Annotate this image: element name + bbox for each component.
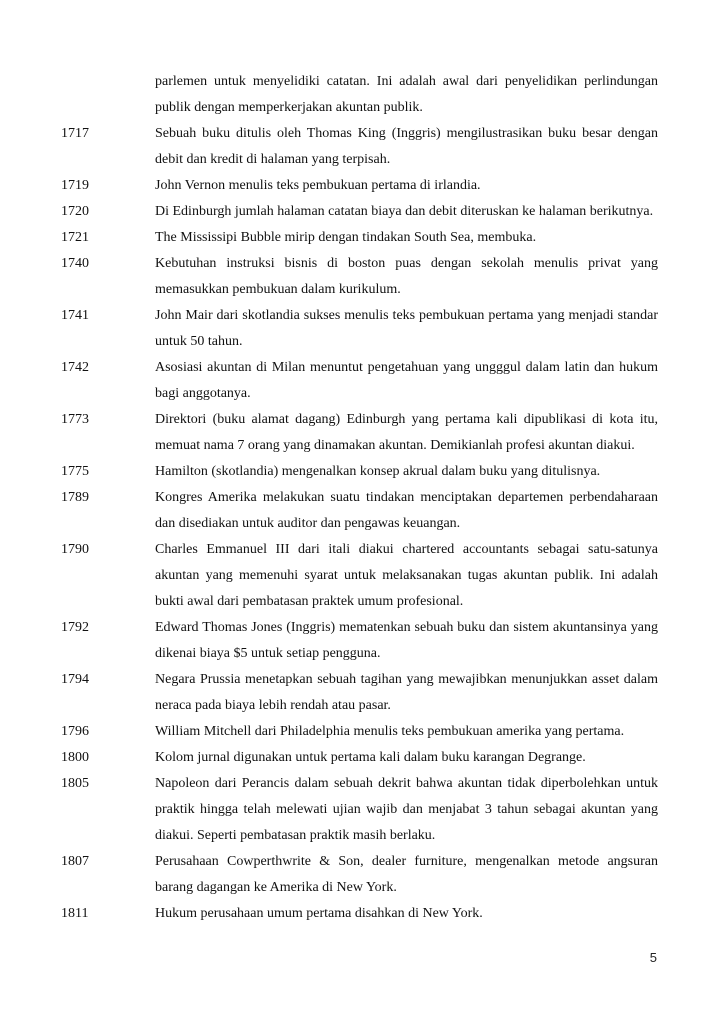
entry-year: 1805 bbox=[61, 776, 89, 791]
entry-year: 1811 bbox=[61, 906, 89, 921]
timeline-entry bbox=[61, 485, 661, 537]
entry-text: John Vernon menulis teks pembukuan pertama di irlandia. bbox=[155, 178, 481, 193]
entry-text: Asosiasi akuntan di Milan menuntut pengetahuan yang ungggul dalam latin dan hukum bagi anggotanya. bbox=[155, 360, 658, 401]
entry-year: 1792 bbox=[61, 620, 89, 635]
timeline-entry bbox=[61, 719, 661, 745]
entry-text: Perusahaan Cowperthwrite & Son, dealer furniture, mengenalkan metode angsuran barang dagangan ke Amerika di New York. bbox=[155, 854, 658, 895]
timeline-entry bbox=[61, 225, 661, 251]
timeline-entry bbox=[61, 745, 661, 771]
timeline-entry bbox=[61, 537, 661, 615]
entry-year: 1775 bbox=[61, 464, 89, 479]
entry-year: 1719 bbox=[61, 178, 89, 193]
entry-year: 1742 bbox=[61, 360, 89, 375]
entry-year: 1740 bbox=[61, 256, 89, 271]
timeline-entry bbox=[61, 199, 661, 225]
timeline-list bbox=[61, 69, 661, 927]
timeline-entry bbox=[61, 251, 661, 303]
entry-year: 1717 bbox=[61, 126, 89, 141]
entry-year: 1789 bbox=[61, 490, 89, 505]
timeline-entry bbox=[61, 121, 661, 173]
timeline-entry bbox=[61, 667, 661, 719]
entry-year: 1720 bbox=[61, 204, 89, 219]
timeline-entry bbox=[61, 355, 661, 407]
entry-text: Sebuah buku ditulis oleh Thomas King (Inggris) mengilustrasikan buku besar dengan debit dan kredit di halaman yang terpisah. bbox=[155, 126, 658, 167]
entry-text: Kongres Amerika melakukan suatu tindakan menciptakan departemen perbendaharaan dan disediakan untuk auditor dan pengawas keuangan. bbox=[155, 490, 658, 531]
timeline-entry bbox=[61, 615, 661, 667]
timeline-entry bbox=[61, 901, 661, 927]
entry-text: The Mississipi Bubble mirip dengan tindakan South Sea, membuka. bbox=[155, 230, 537, 245]
timeline-entry bbox=[61, 849, 661, 901]
timeline-entry bbox=[61, 173, 661, 199]
entry-text: William Mitchell dari Philadelphia menulis teks pembukuan amerika yang pertama. bbox=[155, 724, 625, 739]
entry-text: Edward Thomas Jones (Inggris) mematenkan sebuah buku dan sistem akuntansinya yang dikenai biaya $5 untuk setiap pengguna. bbox=[155, 620, 658, 661]
entry-text: parlemen untuk menyelidiki catatan. Ini adalah awal dari penyelidikan perlindungan publik dengan memperkerjakan akuntan publik. bbox=[155, 74, 658, 115]
entry-text: Kolom jurnal digunakan untuk pertama kali dalam buku karangan Degrange. bbox=[155, 750, 586, 765]
entry-year: 1807 bbox=[61, 854, 89, 869]
timeline-entry bbox=[61, 407, 661, 459]
entry-year: 1794 bbox=[61, 672, 89, 687]
timeline-entry bbox=[61, 303, 661, 355]
entry-text: Napoleon dari Perancis dalam sebuah dekrit bahwa akuntan tidak diperbolehkan untuk praktik hingga telah melewati ujian wajib dan menjabat 3 tahun sebagai akuntan yang diakui. Seperti pembatasan praktik masih berlaku. bbox=[155, 776, 658, 843]
entry-text: Di Edinburgh jumlah halaman catatan biaya dan debit diteruskan ke halaman berikutnya. bbox=[155, 204, 654, 219]
entry-text: Hamilton (skotlandia) mengenalkan konsep akrual dalam buku yang ditulisnya. bbox=[155, 464, 601, 479]
entry-year: 1790 bbox=[61, 542, 89, 557]
entry-text: Hukum perusahaan umum pertama disahkan di New York. bbox=[155, 906, 483, 921]
entry-text: Negara Prussia menetapkan sebuah tagihan yang mewajibkan menunjukkan asset dalam neraca pada biaya lebih rendah atau pasar. bbox=[155, 672, 658, 713]
entry-year: 1796 bbox=[61, 724, 89, 739]
entry-year: 1800 bbox=[61, 750, 89, 765]
entry-text: John Mair dari skotlandia sukses menulis teks pembukuan pertama yang menjadi standar untuk 50 tahun. bbox=[155, 308, 658, 349]
entry-year: 1741 bbox=[61, 308, 89, 323]
entry-text: Direktori (buku alamat dagang) Edinburgh yang pertama kali dipublikasi di kota itu, memuat nama 7 orang yang dinamakan akuntan. Demikianlah profesi akuntan diakui. bbox=[155, 412, 658, 453]
entry-text: Kebutuhan instruksi bisnis di boston puas dengan sekolah menulis privat yang memasukkan pembukuan dalam kurikulum. bbox=[155, 256, 658, 297]
page-number: 5 bbox=[649, 950, 657, 965]
timeline-entry bbox=[61, 459, 661, 485]
entry-year: 1773 bbox=[61, 412, 89, 427]
entry-year: 1721 bbox=[61, 230, 89, 245]
timeline-entry bbox=[61, 69, 661, 121]
entry-text: Charles Emmanuel III dari itali diakui chartered accountants sebagai satu-satunya akuntan yang memenuhi syarat untuk melaksanakan tugas akuntan publik. Ini adalah bukti awal dari pembatasan praktek umum profesional. bbox=[155, 542, 658, 609]
timeline-entry bbox=[61, 771, 661, 849]
